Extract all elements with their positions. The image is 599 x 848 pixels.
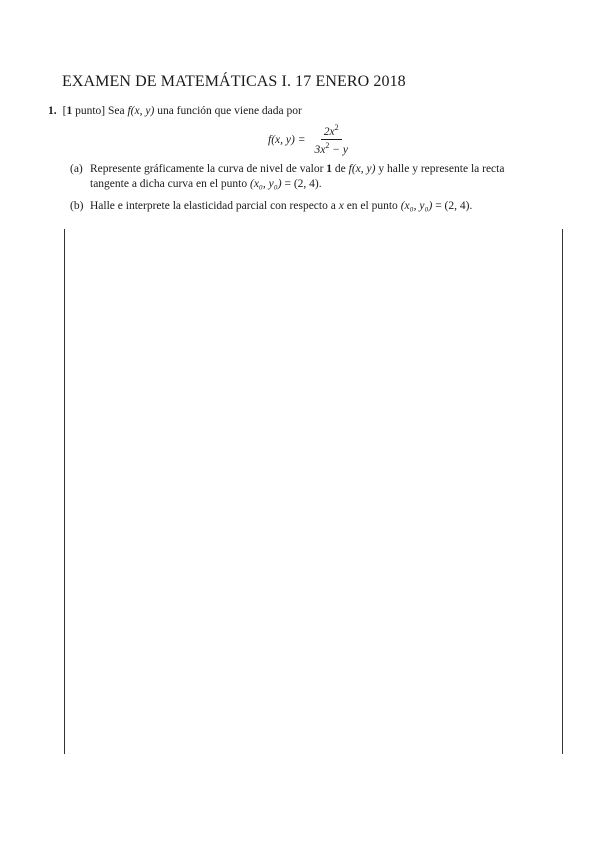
formula-numerator: $2x^2$ <box>321 123 342 140</box>
part-b: (b) Halle e interprete la elasticidad parcial con respecto a x en el punto (x₀, y₀) = (2, 4). <box>70 200 473 212</box>
part-b-label: (b) <box>70 200 84 212</box>
points-open: [ <box>62 105 67 117</box>
points-rest: punto] <box>72 105 106 117</box>
problem-number: 1. <box>48 105 57 117</box>
answer-box[interactable] <box>64 229 563 754</box>
intro-prefix: Sea <box>108 105 128 117</box>
formula-lhs: f(x, y) = <box>268 133 306 146</box>
exam-title: EXAMEN DE MATEMÁTICAS I. 17 ENERO 2018 <box>62 73 406 90</box>
part-a-label: (a) <box>70 163 83 175</box>
part-a: (a) Represente gráficamente la curva de nivel de valor 1 de f(x, y) y halle y represente la recta tangente a dicha curva en el punto (x₀, y₀) = (2, 4). <box>70 163 505 190</box>
formula-denominator: $3x^2 - y$ <box>314 141 348 156</box>
intro-suffix: una función que viene dada por <box>154 105 302 117</box>
problem-statement <box>48 105 302 117</box>
intro-function: f(x, y) <box>127 105 155 117</box>
points-value: 1 <box>66 105 73 117</box>
function-formula <box>268 123 351 156</box>
formula-fraction <box>311 123 350 156</box>
